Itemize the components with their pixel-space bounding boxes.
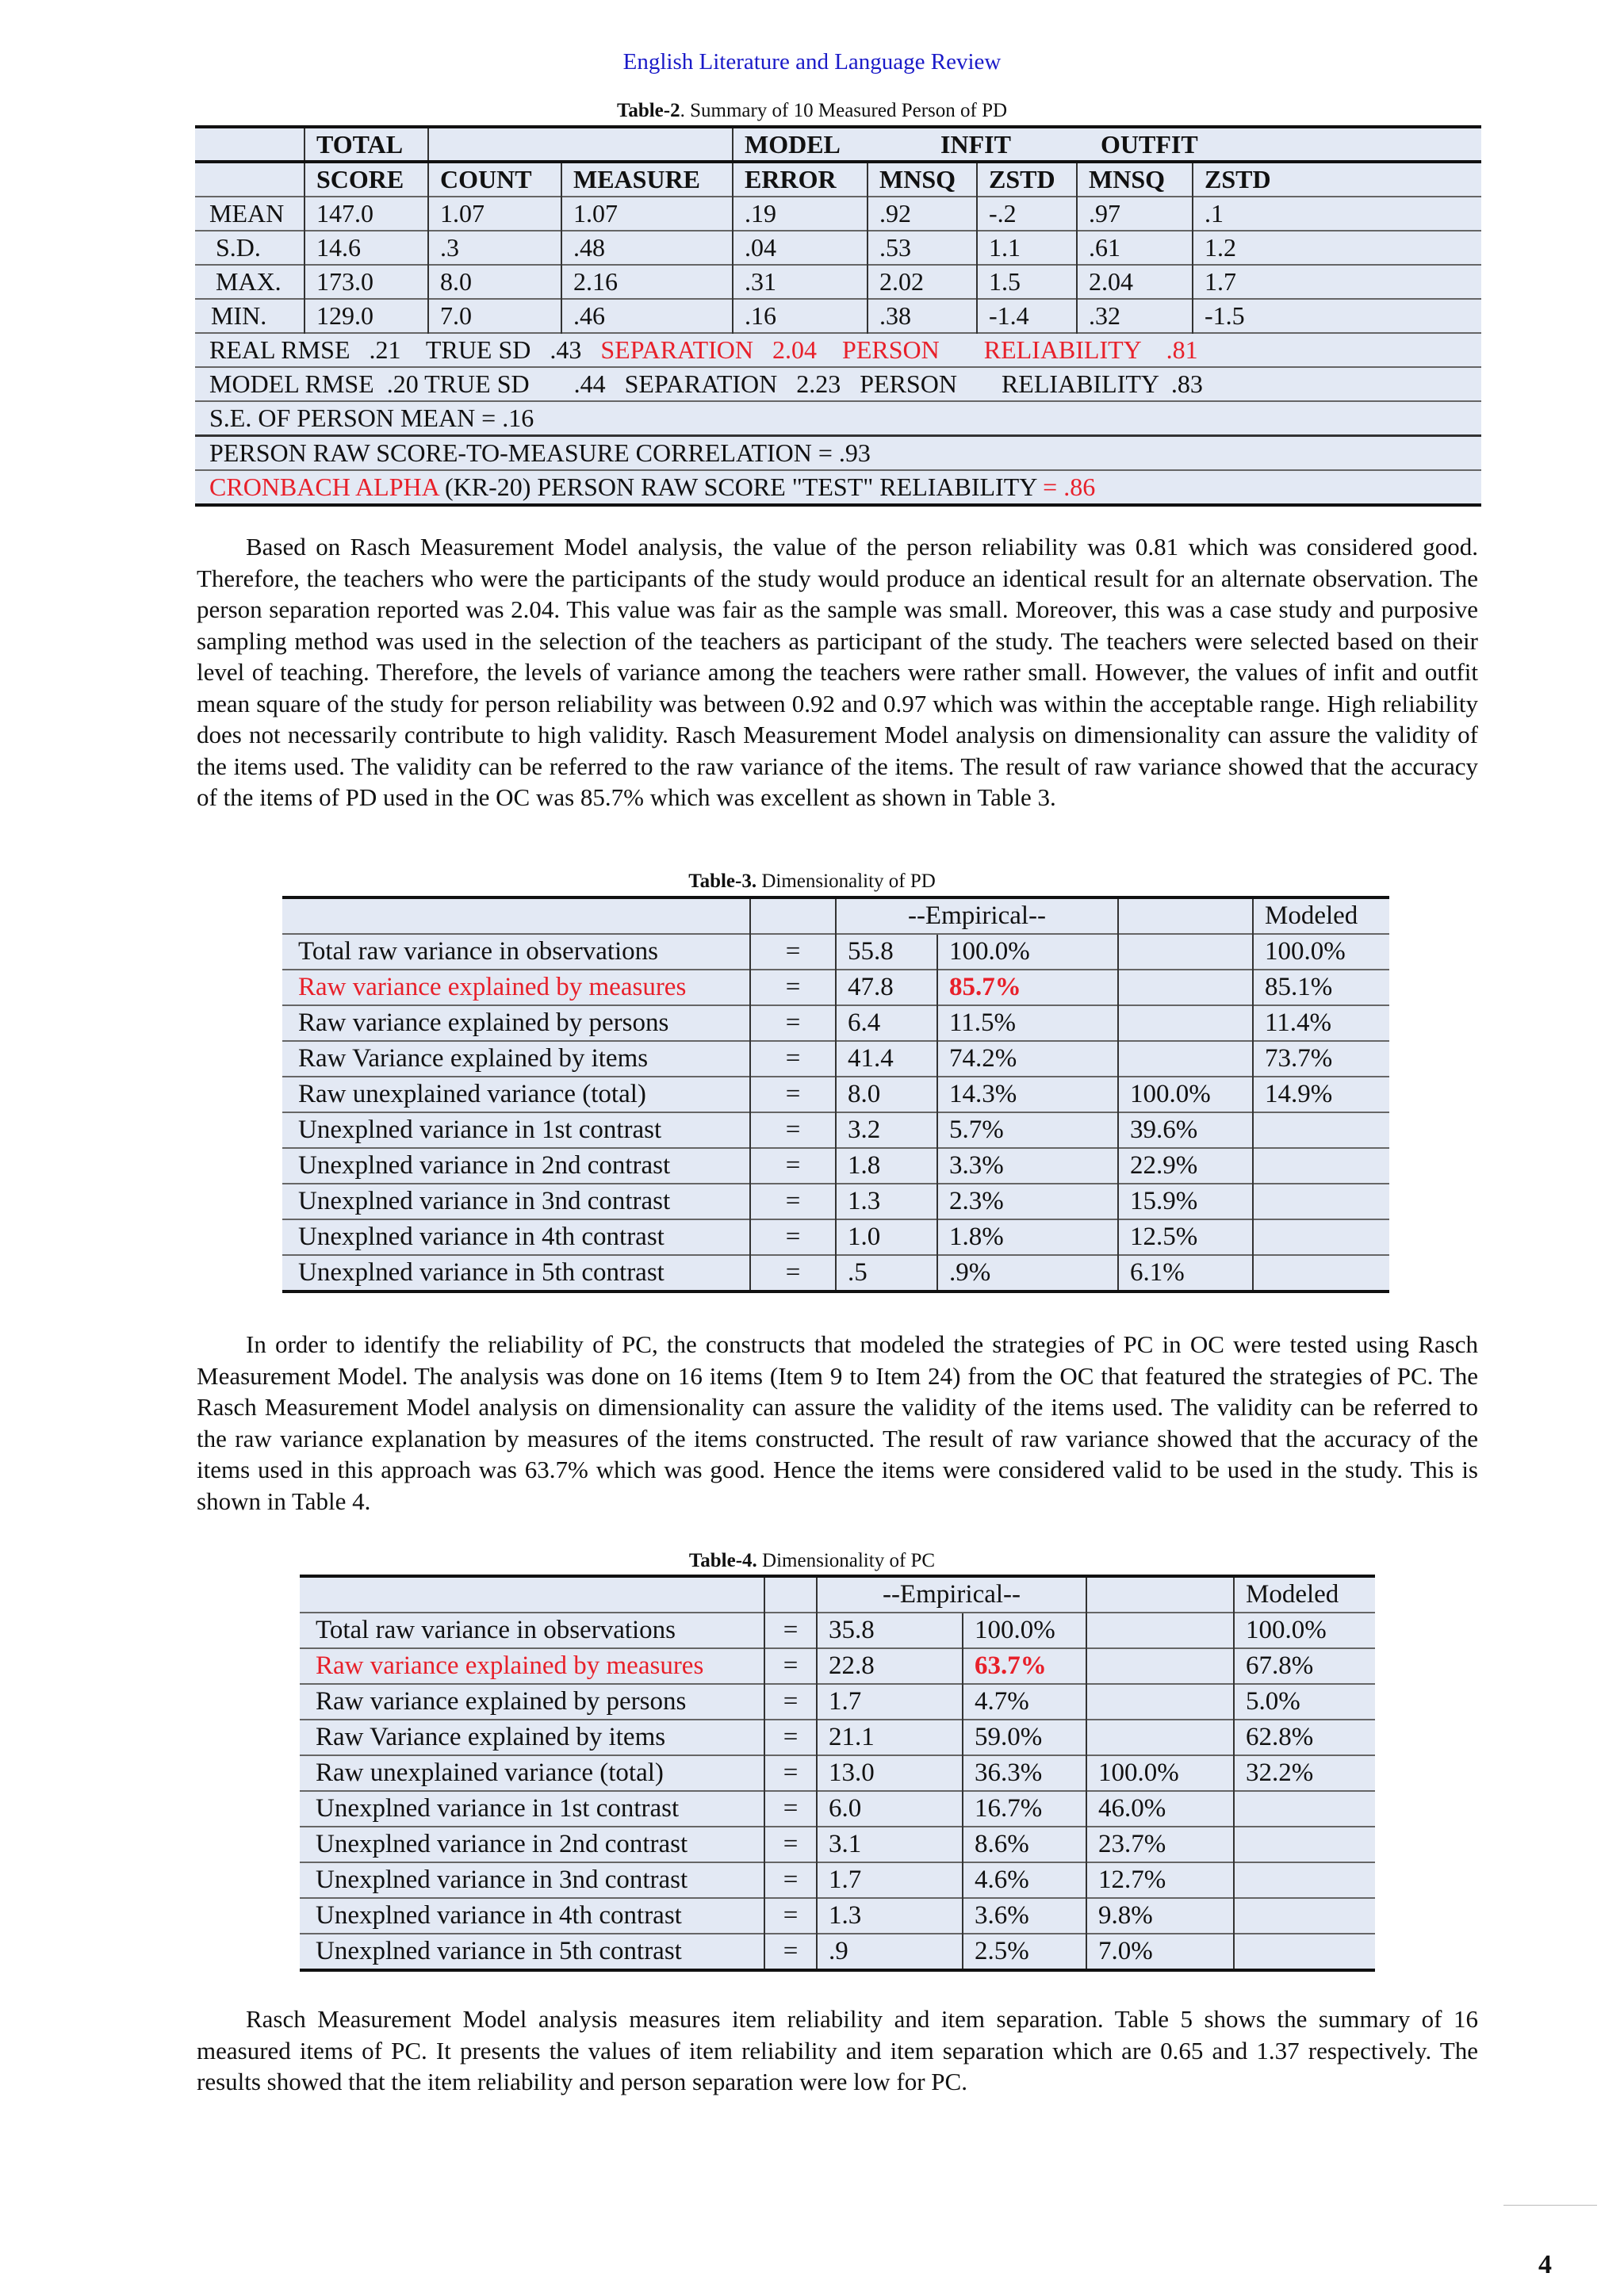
table2-cell: 2.16: [561, 265, 733, 299]
real-rmse-text: REAL RMSE .21 TRUE SD .43: [209, 335, 582, 364]
table3-cell-label: Raw variance explained by measures: [282, 970, 750, 1005]
table4-cell-eq: =: [764, 1898, 817, 1934]
table2-cell: 14.6: [304, 231, 428, 265]
table3-row: [282, 934, 1389, 970]
table3-cell-label: Unexplned variance in 5th contrast: [282, 1255, 750, 1292]
table2-header-row1: [195, 127, 1481, 162]
table4-cell-v2: 63.7%: [963, 1648, 1086, 1684]
table2-row-real-rmse: [195, 333, 1481, 367]
table2-cell: 7.0: [428, 299, 561, 333]
table4-cell-v1: 3.1: [817, 1827, 963, 1862]
table4-cell-v2: 59.0%: [963, 1720, 1086, 1755]
correlation-text: PERSON RAW SCORE-TO-MEASURE CORRELATION = .93: [195, 436, 1481, 471]
table2-row-sd: [195, 231, 1481, 265]
table4-cell-v4: [1234, 1934, 1375, 1970]
table4-cell-v2: 4.6%: [963, 1862, 1086, 1898]
table2-cell: .92: [868, 197, 977, 231]
table3-cell-label: Raw Variance explained by items: [282, 1041, 750, 1077]
table2-col-count: COUNT: [428, 162, 561, 197]
table2-row-correlation: [195, 436, 1481, 471]
table2-cell: .48: [561, 231, 733, 265]
table3-head-eq: [750, 897, 836, 934]
table4-cell-v4: [1234, 1827, 1375, 1862]
table2-cell: .31: [733, 265, 868, 299]
table3-cell-v3: 15.9%: [1118, 1184, 1253, 1219]
table2-cell: 1.5: [977, 265, 1077, 299]
table2-head-blank: [428, 127, 733, 162]
table3-cell-v2: .9%: [937, 1255, 1118, 1292]
table4-cell-v4: 62.8%: [1234, 1720, 1375, 1755]
table3-cell-v2: 100.0%: [937, 934, 1118, 970]
table4-cell-v4: 67.8%: [1234, 1648, 1375, 1684]
table3-cell-v1: .5: [836, 1255, 937, 1292]
table3-cell-eq: =: [750, 1041, 836, 1077]
table2-cell: MIN.: [195, 299, 304, 333]
table4-cell-v4: 5.0%: [1234, 1684, 1375, 1720]
page-number: 4: [1538, 2250, 1552, 2279]
table3-cell-v4: [1253, 1255, 1389, 1292]
table3-cell-label: Raw variance explained by persons: [282, 1005, 750, 1041]
table3-head-empirical: --Empirical--: [836, 897, 1118, 934]
table3-caption-label: Table-3.: [688, 871, 757, 892]
table3-cell-v3: 22.9%: [1118, 1148, 1253, 1184]
table4-cell-v3: [1086, 1720, 1234, 1755]
table4-cell-label: Total raw variance in observations: [300, 1613, 764, 1648]
table2-head-total: TOTAL: [304, 127, 428, 162]
table3-cell-v1: 55.8: [836, 934, 937, 970]
table4-cell-label: Raw variance explained by persons: [300, 1684, 764, 1720]
table4-caption: [0, 1550, 1624, 1572]
table2-col-infit-zstd: ZSTD: [977, 162, 1077, 197]
table2-cell: MAX.: [195, 265, 304, 299]
table3-cell-v2: 5.7%: [937, 1112, 1118, 1148]
table3-cell-v4: 85.1%: [1253, 970, 1389, 1005]
table4-head-eq: [764, 1576, 817, 1613]
table3-dimensionality-pd: [282, 896, 1389, 1293]
table3-cell-v1: 8.0: [836, 1077, 937, 1112]
table4-cell-label: Unexplned variance in 3nd contrast: [300, 1862, 764, 1898]
table3-cell-v1: 1.0: [836, 1219, 937, 1255]
table4-cell-v2: 36.3%: [963, 1755, 1086, 1791]
table2-cell: .16: [733, 299, 868, 333]
table3-cell-eq: =: [750, 934, 836, 970]
table2-cell: .3: [428, 231, 561, 265]
table4-caption-label: Table-4.: [688, 1550, 757, 1571]
table3-cell-eq: =: [750, 1255, 836, 1292]
table3-cell-v4: 11.4%: [1253, 1005, 1389, 1041]
table2-cell: 2.02: [868, 265, 977, 299]
table2-head-outfit: OUTFIT: [1077, 127, 1481, 162]
cronbach-cell: [195, 470, 1481, 505]
table3-cell-label: Unexplned variance in 3nd contrast: [282, 1184, 750, 1219]
table4-row: [300, 1720, 1375, 1755]
table4-cell-v1: 13.0: [817, 1755, 963, 1791]
table2-head-infit: INFIT: [868, 127, 1077, 162]
table4-cell-v1: 1.7: [817, 1862, 963, 1898]
table4-cell-v3: [1086, 1684, 1234, 1720]
table3-cell-v2: 3.3%: [937, 1148, 1118, 1184]
table2-caption-text: . Summary of 10 Measured Person of PD: [680, 100, 1008, 121]
table4-cell-eq: =: [764, 1648, 817, 1684]
table4-row: [300, 1934, 1375, 1970]
table3-cell-v4: [1253, 1219, 1389, 1255]
table2-cell: .53: [868, 231, 977, 265]
paragraph-2: In order to identify the reliability of PC, the constructs that modeled the strategies of PC in OC were tested using Rasch Measurement Model. The analysis was done on 16 items (Item 9 to Item 24) from the OC that featured the strategies of PC. The Rasch Measurement Model analysis on dimensionality can assure the validity of the items used. The validity can be referred to the raw variance explanation by measures of the items constructed. The result of raw variance showed that the accuracy of the items used in this approach was 63.7% which was good. Hence the items were considered valid to be used in the study. This is shown in Table 4.: [197, 1330, 1478, 1515]
table2-cell: 1.2: [1193, 231, 1481, 265]
table2-col-outfit-mnsq: MNSQ: [1077, 162, 1193, 197]
table2-cell: -1.5: [1193, 299, 1481, 333]
table2-cell: 1.07: [428, 197, 561, 231]
table2-cell: 1.1: [977, 231, 1077, 265]
table3-cell-label: Raw unexplained variance (total): [282, 1077, 750, 1112]
table2-person-summary: [195, 125, 1481, 507]
table2-cell: -1.4: [977, 299, 1077, 333]
table4-cell-v3: 100.0%: [1086, 1755, 1234, 1791]
real-separation-text: SEPARATION 2.04 PERSON RELIABILITY .81: [600, 335, 1198, 364]
table4-cell-label: Unexplned variance in 1st contrast: [300, 1791, 764, 1827]
table4-cell-eq: =: [764, 1934, 817, 1970]
table3-cell-v3: 12.5%: [1118, 1219, 1253, 1255]
table2-corner: [195, 127, 304, 162]
table3-cell-v4: 100.0%: [1253, 934, 1389, 970]
table3-cell-v4: 14.9%: [1253, 1077, 1389, 1112]
table2-real-rmse-cell: [195, 333, 1481, 367]
table3-row: [282, 1077, 1389, 1112]
table4-cell-v3: 7.0%: [1086, 1934, 1234, 1970]
table3-cell-label: Unexplned variance in 1st contrast: [282, 1112, 750, 1148]
table4-cell-v1: 1.3: [817, 1898, 963, 1934]
table4-cell-v3: [1086, 1648, 1234, 1684]
table2-cell: .97: [1077, 197, 1193, 231]
table3-cell-v2: 11.5%: [937, 1005, 1118, 1041]
table4-cell-v1: 22.8: [817, 1648, 963, 1684]
table4-cell-v3: [1086, 1613, 1234, 1648]
paragraph-3: Rasch Measurement Model analysis measures item reliability and item separation. Table 5 shows the summary of 16 measured items of PC. It presents the values of item reliability and item separation which are 0.65 and 1.37 respectively. The results showed that the item reliability and person separation were low for PC.: [197, 2005, 1478, 2095]
table2-cell: 147.0: [304, 197, 428, 231]
table2-cell: 1.07: [561, 197, 733, 231]
table2-row-max: [195, 265, 1481, 299]
table4-cell-v1: 6.0: [817, 1791, 963, 1827]
table3-cell-label: Unexplned variance in 2nd contrast: [282, 1148, 750, 1184]
table2-caption-label: Table-2: [616, 100, 680, 121]
table3-row: [282, 1255, 1389, 1292]
table2-cell: .46: [561, 299, 733, 333]
table4-row: [300, 1755, 1375, 1791]
table2-cell: .38: [868, 299, 977, 333]
table4-dimensionality-pc: [300, 1575, 1375, 1972]
journal-title: English Literature and Language Review: [622, 49, 1002, 75]
table3-cell-v2: 14.3%: [937, 1077, 1118, 1112]
table3-cell-eq: =: [750, 1005, 836, 1041]
table4-cell-v4: [1234, 1791, 1375, 1827]
table4-cell-v4: 100.0%: [1234, 1613, 1375, 1648]
table4-cell-label: Unexplned variance in 4th contrast: [300, 1898, 764, 1934]
table4-head-modeled: Modeled: [1234, 1576, 1375, 1613]
table4-cell-v4: 32.2%: [1234, 1755, 1375, 1791]
table4-cell-v1: 1.7: [817, 1684, 963, 1720]
table3-row: [282, 1184, 1389, 1219]
table2-caption: [0, 100, 1624, 122]
table3-cell-v3: [1118, 970, 1253, 1005]
table3-cell-v1: 1.8: [836, 1148, 937, 1184]
table3-cell-v4: [1253, 1148, 1389, 1184]
table3-row: [282, 970, 1389, 1005]
table3-cell-eq: =: [750, 1077, 836, 1112]
table2-header-row2: [195, 162, 1481, 197]
table2-corner2: [195, 162, 304, 197]
table3-cell-v3: 100.0%: [1118, 1077, 1253, 1112]
table2-cell: .04: [733, 231, 868, 265]
table2-head-model: MODEL: [733, 127, 868, 162]
table4-cell-eq: =: [764, 1613, 817, 1648]
table2-cell: 173.0: [304, 265, 428, 299]
cronbach-value: = .86: [1043, 473, 1096, 501]
table4-row: [300, 1827, 1375, 1862]
cronbach-text: (KR-20) PERSON RAW SCORE "TEST" RELIABILITY: [438, 473, 1044, 501]
table3-cell-v1: 41.4: [836, 1041, 937, 1077]
se-person-mean-text: S.E. OF PERSON MEAN = .16: [195, 401, 1481, 436]
table3-cell-v4: [1253, 1112, 1389, 1148]
table2-cell: .1: [1193, 197, 1481, 231]
table4-cell-v2: 2.5%: [963, 1934, 1086, 1970]
table4-cell-v2: 3.6%: [963, 1898, 1086, 1934]
table3-cell-v1: 1.3: [836, 1184, 937, 1219]
table4-cell-v3: 12.7%: [1086, 1862, 1234, 1898]
table3-cell-v3: [1118, 934, 1253, 970]
table3-cell-v1: 3.2: [836, 1112, 937, 1148]
table3-cell-eq: =: [750, 1219, 836, 1255]
table3-cell-v2: 85.7%: [937, 970, 1118, 1005]
table4-row: [300, 1791, 1375, 1827]
table3-cell-v1: 47.8: [836, 970, 937, 1005]
table4-row: [300, 1862, 1375, 1898]
table3-row: [282, 1219, 1389, 1255]
table2-row-cronbach: [195, 470, 1481, 505]
table3-cell-eq: =: [750, 1112, 836, 1148]
table4-cell-label: Raw variance explained by measures: [300, 1648, 764, 1684]
table4-cell-eq: =: [764, 1684, 817, 1720]
table4-cell-label: Raw unexplained variance (total): [300, 1755, 764, 1791]
table3-row: [282, 1041, 1389, 1077]
table4-row: [300, 1684, 1375, 1720]
table3-cell-v4: [1253, 1184, 1389, 1219]
table4-cell-v4: [1234, 1898, 1375, 1934]
table3-cell-eq: =: [750, 970, 836, 1005]
table3-cell-v1: 6.4: [836, 1005, 937, 1041]
table4-cell-label: Unexplned variance in 5th contrast: [300, 1934, 764, 1970]
table4-corner: [300, 1576, 764, 1613]
table4-cell-v1: 35.8: [817, 1613, 963, 1648]
table3-head-modeled: Modeled: [1253, 897, 1389, 934]
table4-cell-eq: =: [764, 1862, 817, 1898]
table3-cell-v4: 73.7%: [1253, 1041, 1389, 1077]
table4-cell-v4: [1234, 1862, 1375, 1898]
table2-cell: .19: [733, 197, 868, 231]
table3-cell-v2: 2.3%: [937, 1184, 1118, 1219]
table4-cell-v3: 9.8%: [1086, 1898, 1234, 1934]
table3-cell-v3: 6.1%: [1118, 1255, 1253, 1292]
table3-row: [282, 1005, 1389, 1041]
table3-cell-v3: [1118, 1005, 1253, 1041]
cronbach-alpha-label: CRONBACH ALPHA: [209, 473, 439, 501]
table2-cell: MEAN: [195, 197, 304, 231]
table2-col-score: SCORE: [304, 162, 428, 197]
table3-caption-text: Dimensionality of PD: [756, 871, 936, 892]
table2-cell: 8.0: [428, 265, 561, 299]
table3-row: [282, 1148, 1389, 1184]
table3-corner: [282, 897, 750, 934]
table4-cell-eq: =: [764, 1791, 817, 1827]
table2-cell: S.D.: [195, 231, 304, 265]
table4-cell-v2: 100.0%: [963, 1613, 1086, 1648]
table2-row-min: [195, 299, 1481, 333]
table2-row-se: [195, 401, 1481, 436]
table3-head-blank: [1118, 897, 1253, 934]
table2-cell: 1.7: [1193, 265, 1481, 299]
table2-row-mean: [195, 197, 1481, 231]
table2-cell: 2.04: [1077, 265, 1193, 299]
paragraph-1: Based on Rasch Measurement Model analysis, the value of the person reliability was 0.81 which was considered good. Therefore, the teachers who were the participants of the study would produce an identical result for an alternate observation. The person separation reported was 2.04. This value was fair as the sample was small. Moreover, this was a case study and purposive sampling method was used in the selection of the teachers as participant of the study. The teachers were selected based on their level of teaching. Therefore, the levels of variance among the teachers were rather small. However, the values of infit and outfit mean square of the study for person reliability was between 0.92 and 0.97 which was within the acceptable range. High reliability does not necessarily contribute to high validity. Rasch Measurement Model analysis on dimensionality can assure the validity of the items used. The validity can be referred to the raw variance of the items. The result of raw variance showed that the accuracy of the items of PD used in the OC was 85.7% which was excellent as shown in Table 3.: [197, 533, 1478, 811]
table4-cell-v1: .9: [817, 1934, 963, 1970]
table4-header: [300, 1576, 1375, 1613]
table2-col-outfit-zstd: ZSTD: [1193, 162, 1481, 197]
table4-cell-v2: 16.7%: [963, 1791, 1086, 1827]
table3-row: [282, 1112, 1389, 1148]
table4-cell-v2: 4.7%: [963, 1684, 1086, 1720]
table3-cell-eq: =: [750, 1148, 836, 1184]
table4-head-empirical: --Empirical--: [817, 1576, 1086, 1613]
table3-cell-v3: 39.6%: [1118, 1112, 1253, 1148]
table2-cell: .61: [1077, 231, 1193, 265]
table4-cell-v3: 46.0%: [1086, 1791, 1234, 1827]
table4-cell-v2: 8.6%: [963, 1827, 1086, 1862]
table2-col-infit-mnsq: MNSQ: [868, 162, 977, 197]
table4-cell-label: Unexplned variance in 2nd contrast: [300, 1827, 764, 1862]
table4-cell-label: Raw Variance explained by items: [300, 1720, 764, 1755]
table4-caption-text: Dimensionality of PC: [756, 1550, 936, 1571]
table3-cell-v3: [1118, 1041, 1253, 1077]
table3-cell-v2: 1.8%: [937, 1219, 1118, 1255]
table4-cell-v1: 21.1: [817, 1720, 963, 1755]
table2-col-error: ERROR: [733, 162, 868, 197]
table4-cell-v3: 23.7%: [1086, 1827, 1234, 1862]
table4-row: [300, 1613, 1375, 1648]
table4-cell-eq: =: [764, 1827, 817, 1862]
table3-cell-label: Unexplned variance in 4th contrast: [282, 1219, 750, 1255]
table3-cell-v2: 74.2%: [937, 1041, 1118, 1077]
table2-cell: 129.0: [304, 299, 428, 333]
table2-cell: -.2: [977, 197, 1077, 231]
table2-col-measure: MEASURE: [561, 162, 733, 197]
table4-row: [300, 1648, 1375, 1684]
table3-caption: [0, 871, 1624, 893]
table2-row-model-rmse: [195, 367, 1481, 401]
table3-header: [282, 897, 1389, 934]
table4-row: [300, 1898, 1375, 1934]
table3-cell-eq: =: [750, 1184, 836, 1219]
table4-head-blank: [1086, 1576, 1234, 1613]
table4-cell-eq: =: [764, 1720, 817, 1755]
page-number-rule: [1503, 2205, 1597, 2206]
table3-cell-label: Total raw variance in observations: [282, 934, 750, 970]
table4-cell-eq: =: [764, 1755, 817, 1791]
model-rmse-text: MODEL RMSE .20 TRUE SD .44 SEPARATION 2.23 PERSON RELIABILITY .83: [195, 367, 1481, 401]
table2-cell: .32: [1077, 299, 1193, 333]
